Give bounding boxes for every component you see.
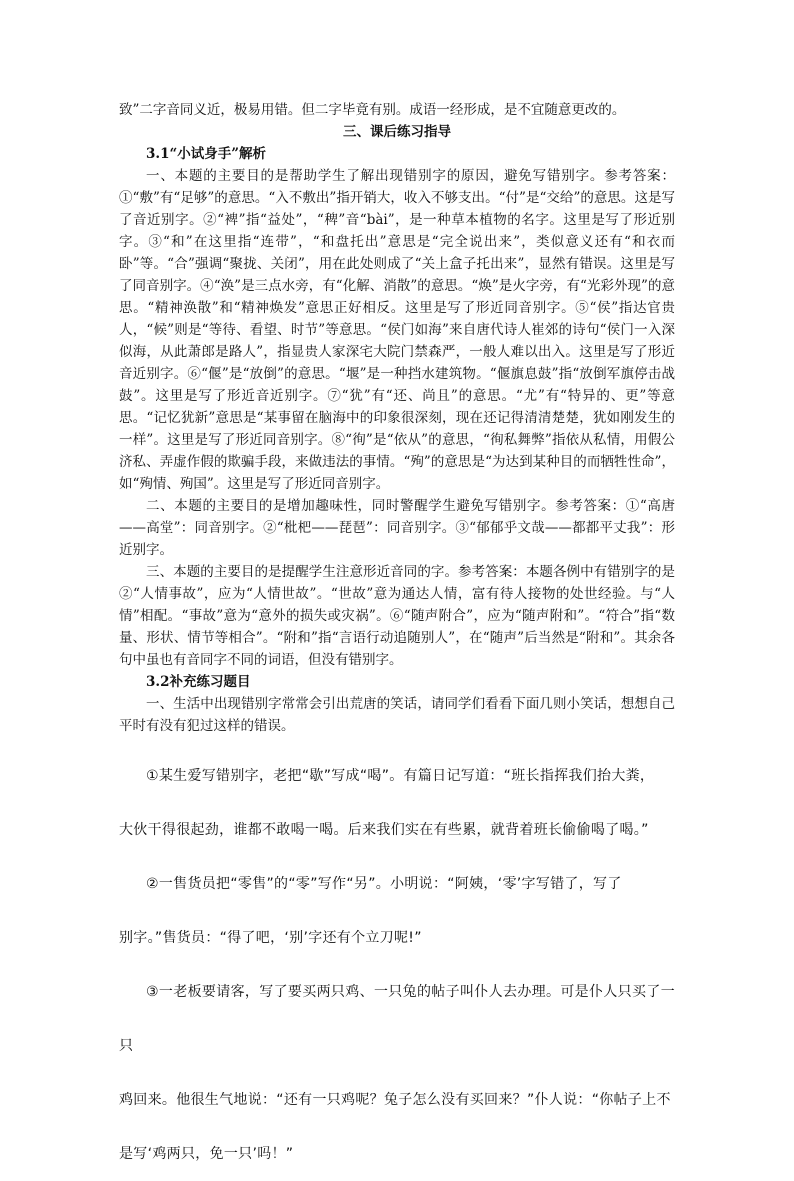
joke-3-line-2: 鸡回来。他很生气地说：“还有一只鸡呢？兔子怎么没有买回来？”仆人说：“你帖子上不 [119,1092,671,1108]
continued-paragraph: 致”二字音同义近，极易用错。但二字毕竟有别。成语一经形成，是不宜随意更改的。 [119,102,626,118]
joke-1-line-2: 大伙干得很起劲，谁都不敢喝一喝。后来我们实在有些累，就背着班长偷偷喝了喝。” [119,822,649,838]
exercise-intro: 一、生活中出现错别字常常会引出荒唐的笑话，请同学们看看下面几则小笑话，想想自己平时有没有犯过这样的错误。 [119,696,675,734]
joke-3-line-3: 是写‘鸡两只，免一只’吗！” [119,1146,294,1162]
subsection-heading-3-2: 3.2补充练习题目 [146,674,251,690]
answer-paragraph-1: 一、本题的主要目的是帮助学生了解出现错别字的原因，避免写错别字。参考答案：①“敷”有“足够”的意思。“入不敷出”指开销大，收入不够支出。“付”是“交给”的意思。这是写了音近别字。②“裨”指“益处”，“稗”音“bài”，是一种草本植物的名字。这里是写了形近别字。③“和”在这里指“连带”，“和盘托出”意思是“完全说出来”，类似意义还有“和衣而卧”等。“合”强调“聚拢、关闭”，用在此处则成了“关上盒子托出来”，显然有错误。这里是写了同音别字。④“涣”是三点水旁，有“化解、消散”的意思。“焕”是火字旁，有“光彩外现”的意思。“精神涣散”和“精神焕发”意思正好相反。这里是写了形近同音别字。⑤“侯”指达官贵人，“候”则是“等待、看望、时节”等意思。“侯门如海”来自唐代诗人崔郊的诗句“侯门一入深似海，从此萧郎是路人”，指显贵人家深宅大院门禁森严，一般人难以出入。这里是写了形近音近别字。⑥“偃”是“放倒”的意思。“堰”是一种挡水建筑物。“偃旗息鼓”指“放倒军旗停击战鼓”。这里是写了形近音近别字。⑦“犹”有“还、尚且”的意思。“尤”有“特异的、更”等意思。“记忆犹新”意思是“某事留在脑海中的印象很深刻，现在还记得清清楚楚，犹如刚发生的一样”。这里是写了形近同音别字。⑧“徇”是“依从”的意思，“徇私舞弊”指依从私情，用假公济私、弄虚作假的欺骗手段，来做违法的事情。“殉”的意思是“为达到某种目的而牺牲性命”，如“殉情、殉国”。这里是写了形近同音别字。 [119,168,675,492]
subsection-heading-3-1: 3.1“小试身手”解析 [146,146,267,162]
joke-3-line-1: ③一老板要请客，写了要买两只鸡、一只兔的帖子叫仆人去办理。可是仆人只买了一只 [119,984,675,1054]
joke-2-line-2: 别字。”售货员：“得了吧，‘别’字还有个立刀呢!” [119,930,422,946]
document-body [119,99,675,1181]
joke-1-line-1: ①某生爱写错别字，老把“歇”写成“喝”。有篇日记写道：“班长指挥我们抬大粪， [146,768,655,784]
answer-paragraph-3: 三、本题的主要目的是提醒学生注意形近音同的字。参考答案：本题各例中有错别字的是②“人情事故”，应为“人情世故”。“世故”意为通达人情，富有待人接物的处世经验。与“人情”相配。“事故”意为“意外的损失或灾祸”。⑥“随声附合”，应为“随声附和”。“符合”指“数量、形状、情节等相合”。“附和”指“言语行动追随别人”，在“随声”后当然是“附和”。其余各句中虽也有音同字不同的词语，但没有错别字。 [119,564,675,668]
joke-2-line-1: ②一售货员把“零售”的“零”写作“另”。小明说：“阿姨，‘零’字写错了，写了 [146,876,622,892]
answer-paragraph-2: 二、本题的主要目的是增加趣味性，同时警醒学生避免写错别字。参考答案：①“高唐——高堂”：同音别字。②“枇杷——琵琶”：同音别字。③“郁郁乎文哉——都都平丈我”：形近别字。 [119,498,675,558]
section-heading: 三、课后练习指导 [343,124,451,140]
